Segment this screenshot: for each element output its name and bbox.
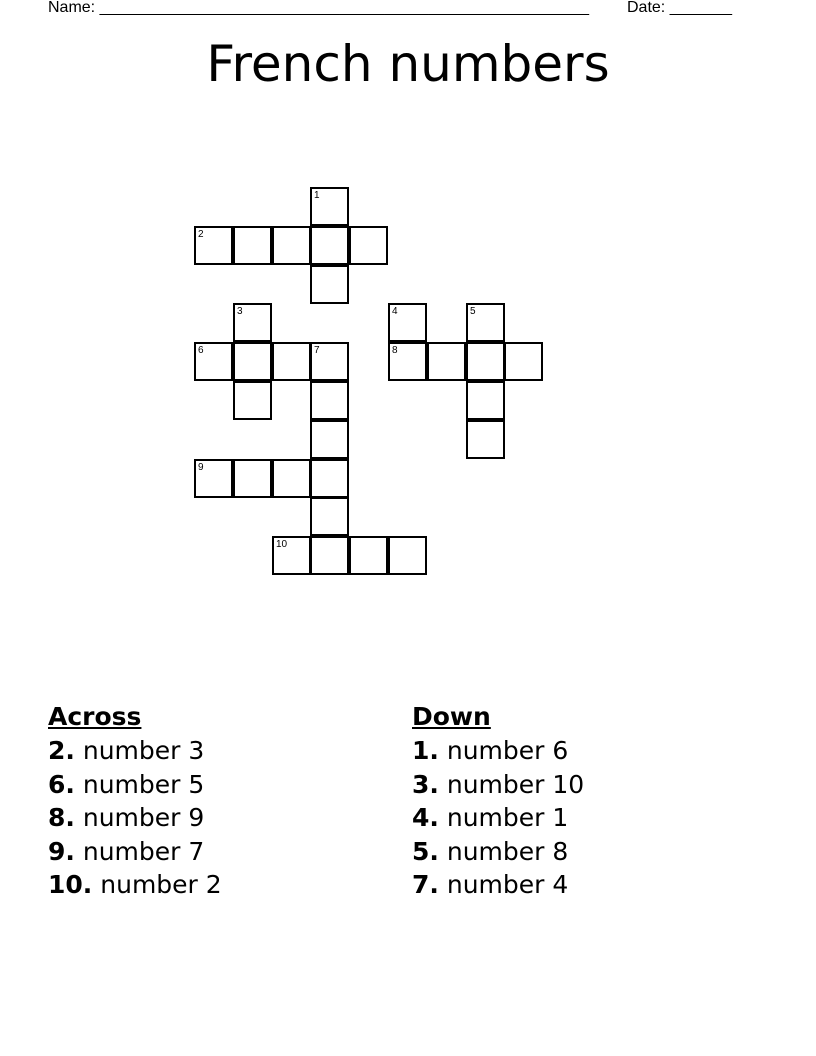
crossword-cell[interactable] xyxy=(194,459,233,498)
crossword-cell[interactable] xyxy=(310,226,349,265)
crossword-cell[interactable] xyxy=(194,226,233,265)
cell-number: 7 xyxy=(314,345,320,356)
crossword-cell[interactable] xyxy=(233,342,272,381)
clue-text: number 9 xyxy=(82,803,205,832)
crossword-cell[interactable] xyxy=(233,459,272,498)
crossword-cell[interactable] xyxy=(466,303,505,342)
clue-text: number 1 xyxy=(446,803,569,832)
crossword-cell[interactable] xyxy=(466,381,505,420)
clue-number: 4. xyxy=(412,803,439,832)
cell-number: 5 xyxy=(470,306,476,317)
name-field-line: Name: _______________________________________________________ xyxy=(48,0,589,16)
cell-number: 4 xyxy=(392,306,398,317)
across-clue xyxy=(48,734,222,768)
cell-number: 2 xyxy=(198,229,204,240)
crossword-cell[interactable] xyxy=(272,226,311,265)
clue-number: 1. xyxy=(412,736,439,765)
crossword-cell[interactable] xyxy=(466,342,505,381)
crossword-cell[interactable] xyxy=(233,303,272,342)
clue-text: number 8 xyxy=(446,836,569,866)
across-clue xyxy=(48,768,222,802)
down-clue xyxy=(412,835,584,869)
down-clue xyxy=(412,801,584,835)
crossword-cell[interactable] xyxy=(310,187,349,226)
cell-number: 1 xyxy=(314,190,320,201)
cell-number: 3 xyxy=(237,306,243,317)
clue-text: number 7 xyxy=(82,836,205,866)
cell-number: 6 xyxy=(198,345,204,356)
clue-text: number 4 xyxy=(446,870,569,899)
cell-number: 8 xyxy=(392,345,398,356)
crossword-cell[interactable] xyxy=(310,459,349,498)
clue-text: number 5 xyxy=(82,769,205,799)
cell-number: 9 xyxy=(198,462,204,473)
clue-number: 7. xyxy=(412,870,439,899)
crossword-cell[interactable] xyxy=(272,459,311,498)
crossword-cell[interactable] xyxy=(349,226,388,265)
down-heading: Down xyxy=(412,702,491,731)
crossword-cell[interactable] xyxy=(310,342,349,381)
down-clue xyxy=(412,734,584,768)
cell-number: 10 xyxy=(276,539,288,550)
crossword-cell[interactable] xyxy=(310,420,349,459)
clue-text: number 10 xyxy=(446,769,585,799)
crossword-cell[interactable] xyxy=(233,381,272,420)
clue-number: 10. xyxy=(48,870,93,899)
across-clues xyxy=(48,700,222,902)
crossword-cell[interactable] xyxy=(233,226,272,265)
across-clue xyxy=(48,868,222,902)
crossword-cell[interactable] xyxy=(388,342,427,381)
clue-text: number 6 xyxy=(446,736,569,765)
crossword-cell[interactable] xyxy=(310,536,349,575)
page-title: French numbers xyxy=(206,35,610,93)
crossword-cell[interactable] xyxy=(388,536,427,575)
crossword-cell[interactable] xyxy=(272,536,311,575)
crossword-cell[interactable] xyxy=(310,497,349,536)
clue-number: 2. xyxy=(48,736,75,765)
clue-text: number 2 xyxy=(100,870,222,899)
crossword-cell[interactable] xyxy=(194,342,233,381)
across-clue xyxy=(48,801,222,835)
clue-number: 6. xyxy=(48,769,75,799)
crossword-cell[interactable] xyxy=(388,303,427,342)
crossword-cell[interactable] xyxy=(504,342,543,381)
crossword-cell[interactable] xyxy=(466,420,505,459)
crossword-cell[interactable] xyxy=(349,536,388,575)
clue-text: number 3 xyxy=(82,736,205,765)
down-clues xyxy=(412,700,584,902)
down-clue xyxy=(412,868,584,902)
clue-number: 5. xyxy=(412,836,439,866)
date-field-line: Date: _______ xyxy=(627,0,732,16)
down-clue xyxy=(412,768,584,802)
across-clue xyxy=(48,835,222,869)
crossword-cell[interactable] xyxy=(310,381,349,420)
across-heading: Across xyxy=(48,702,142,731)
clue-number: 3. xyxy=(412,769,439,799)
crossword-cell[interactable] xyxy=(272,342,311,381)
clue-number: 9. xyxy=(48,836,75,866)
crossword-cell[interactable] xyxy=(310,265,349,304)
clue-number: 8. xyxy=(48,803,75,832)
crossword-cell[interactable] xyxy=(427,342,466,381)
